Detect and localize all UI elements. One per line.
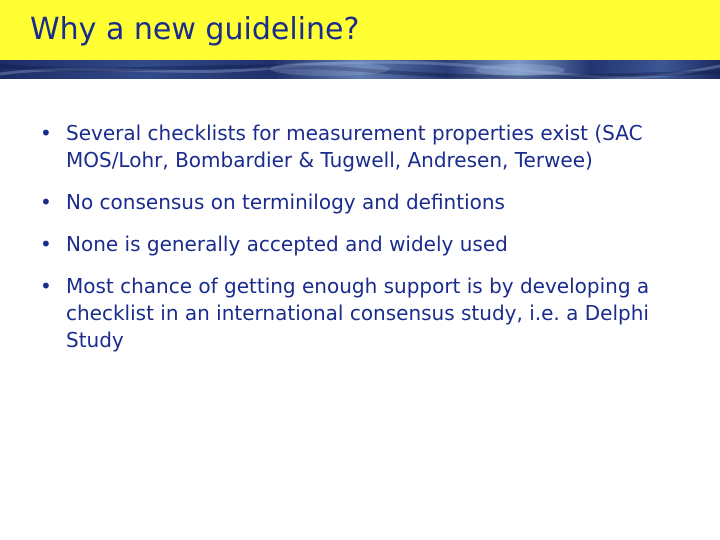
bullet-text: Several checklists for measurement properties exist (SAC MOS/Lohr, Bombardier & Tugwell, Andresen, Terwee) xyxy=(66,121,643,172)
band-swirl-graphic xyxy=(0,60,720,79)
bullet-text: None is generally accepted and widely used xyxy=(66,232,508,256)
bullet-item xyxy=(40,120,690,174)
bullet-item xyxy=(40,231,690,258)
slide-body xyxy=(40,120,690,369)
title-bar xyxy=(0,0,720,60)
bullet-text: Most chance of getting enough support is by developing a checklist in an international consensus study, i.e. a Delphi Study xyxy=(66,274,650,352)
bullet-marker: • xyxy=(40,121,52,145)
decorative-band xyxy=(0,60,720,79)
bullet-list xyxy=(40,120,690,354)
bullet-marker: • xyxy=(40,274,52,298)
bullet-text: No consensus on terminilogy and defintions xyxy=(66,190,505,214)
bullet-marker: • xyxy=(40,190,52,214)
slide-title: Why a new guideline? xyxy=(30,12,360,47)
bullet-item xyxy=(40,189,690,216)
bullet-item xyxy=(40,273,690,354)
bullet-marker: • xyxy=(40,232,52,256)
